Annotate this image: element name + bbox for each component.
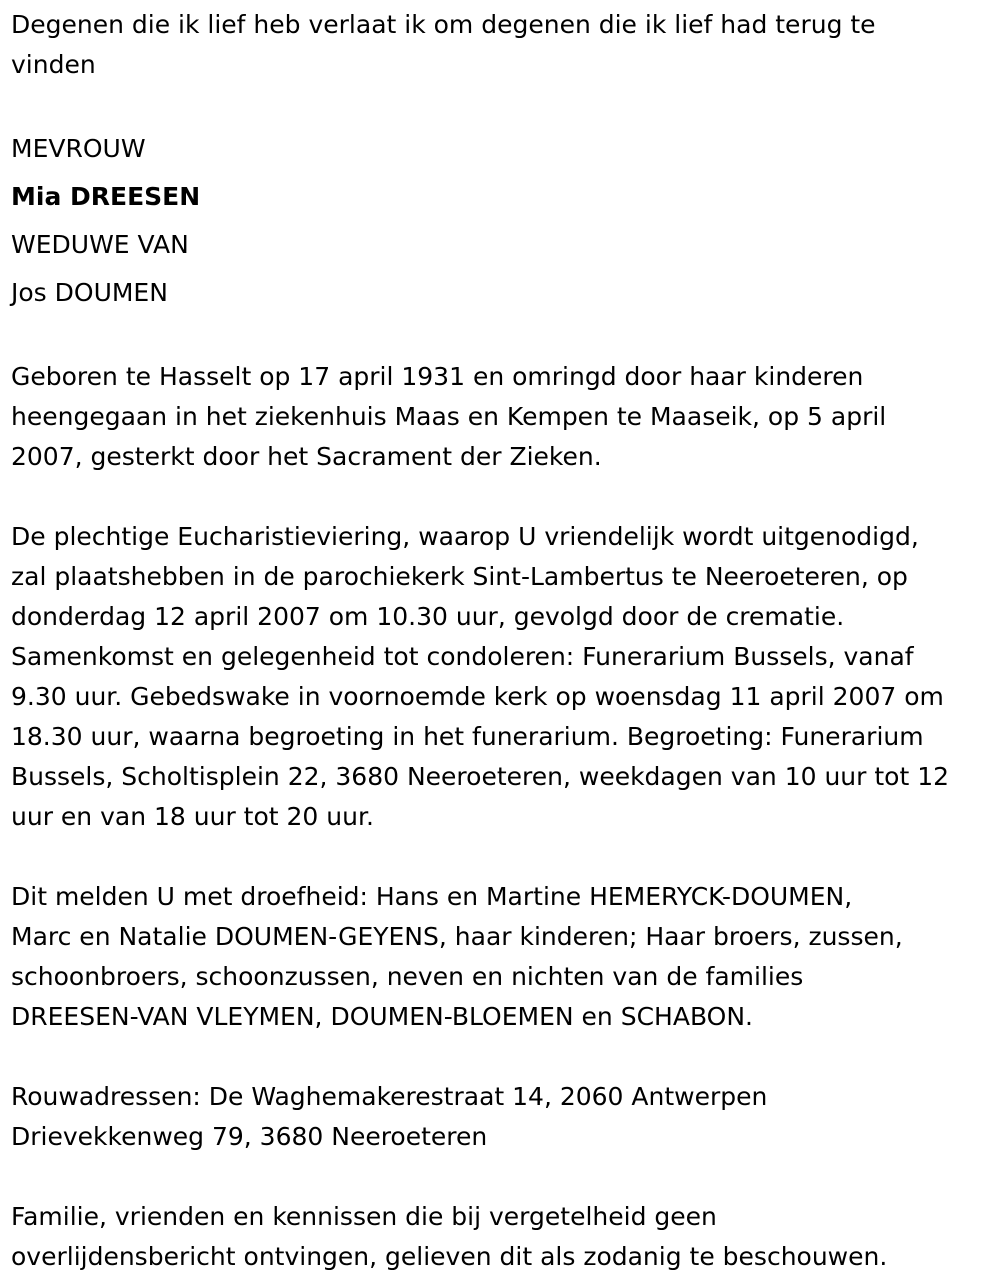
paragraph-line: 9.30 uur. Gebedswake in voornoemde kerk op woensdag 11 april 2007 om bbox=[11, 682, 944, 711]
deceased-name: Mia DREESEN bbox=[11, 182, 201, 211]
paragraph-line: donderdag 12 april 2007 om 10.30 uur, gevolgd door de crematie. bbox=[11, 602, 845, 631]
paragraph-line: De plechtige Eucharistieviering, waarop U vriendelijk wordt uitgenodigd, bbox=[11, 522, 919, 551]
paragraph-line: DREESEN-VAN VLEYMEN, DOUMEN-BLOEMEN en SCHABON. bbox=[11, 1002, 753, 1031]
paragraph-line: Drievekkenweg 79, 3680 Neeroeteren bbox=[11, 1122, 488, 1151]
paragraph-line: heengegaan in het ziekenhuis Maas en Kempen te Maaseik, op 5 april bbox=[11, 402, 887, 431]
paragraph-line: schoonbroers, schoonzussen, neven en nichten van de families bbox=[11, 962, 804, 991]
paragraph-line: zal plaatshebben in de parochiekerk Sint-Lambertus te Neeroeteren, op bbox=[11, 562, 908, 591]
closing-paragraph bbox=[11, 1197, 996, 1277]
death-notice bbox=[11, 5, 996, 1277]
paragraph-line: Dit melden U met droefheid: Hans en Martine HEMERYCK-DOUMEN, bbox=[11, 882, 853, 911]
paragraph-line: 18.30 uur, waarna begroeting in het funerarium. Begroeting: Funerarium bbox=[11, 722, 924, 751]
paragraph-line: overlijdensbericht ontvingen, gelieven dit als zodanig te beschouwen. bbox=[11, 1242, 888, 1271]
paragraph-line: uur en van 18 uur tot 20 uur. bbox=[11, 802, 374, 831]
paragraph-line: 2007, gesterkt door het Sacrament der Zieken. bbox=[11, 442, 602, 471]
honorific: MEVROUW bbox=[11, 134, 146, 163]
birth-paragraph bbox=[11, 357, 996, 477]
paragraph-line: Rouwadressen: De Waghemakerestraat 14, 2060 Antwerpen bbox=[11, 1082, 768, 1111]
spacer bbox=[11, 837, 996, 877]
paragraph-line: Bussels, Scholtisplein 22, 3680 Neeroeteren, weekdagen van 10 uur tot 12 bbox=[11, 762, 950, 791]
motto-line: Degenen die ik lief heb verlaat ik om degenen die ik lief had terug te bbox=[11, 10, 876, 39]
paragraph-line: Marc en Natalie DOUMEN-GEYENS, haar kinderen; Haar broers, zussen, bbox=[11, 922, 903, 951]
family-paragraph bbox=[11, 877, 996, 1037]
spacer bbox=[11, 1157, 996, 1197]
motto bbox=[11, 5, 996, 85]
paragraph-line: Samenkomst en gelegenheid tot condoleren: Funerarium Bussels, vanaf bbox=[11, 642, 914, 671]
paragraph-line: Geboren te Hasselt op 17 april 1931 en omringd door haar kinderen bbox=[11, 362, 864, 391]
spacer bbox=[11, 317, 996, 357]
paragraph-line: Familie, vrienden en kennissen die bij vergetelheid geen bbox=[11, 1202, 717, 1231]
spacer bbox=[11, 1037, 996, 1077]
relation-label: WEDUWE VAN bbox=[11, 230, 189, 259]
deceased-header bbox=[11, 125, 996, 317]
ceremony-paragraph bbox=[11, 517, 996, 837]
motto-line: vinden bbox=[11, 50, 96, 79]
spacer bbox=[11, 477, 996, 517]
spacer bbox=[11, 85, 996, 125]
addresses-paragraph bbox=[11, 1077, 996, 1157]
spouse-name: Jos DOUMEN bbox=[11, 278, 168, 307]
